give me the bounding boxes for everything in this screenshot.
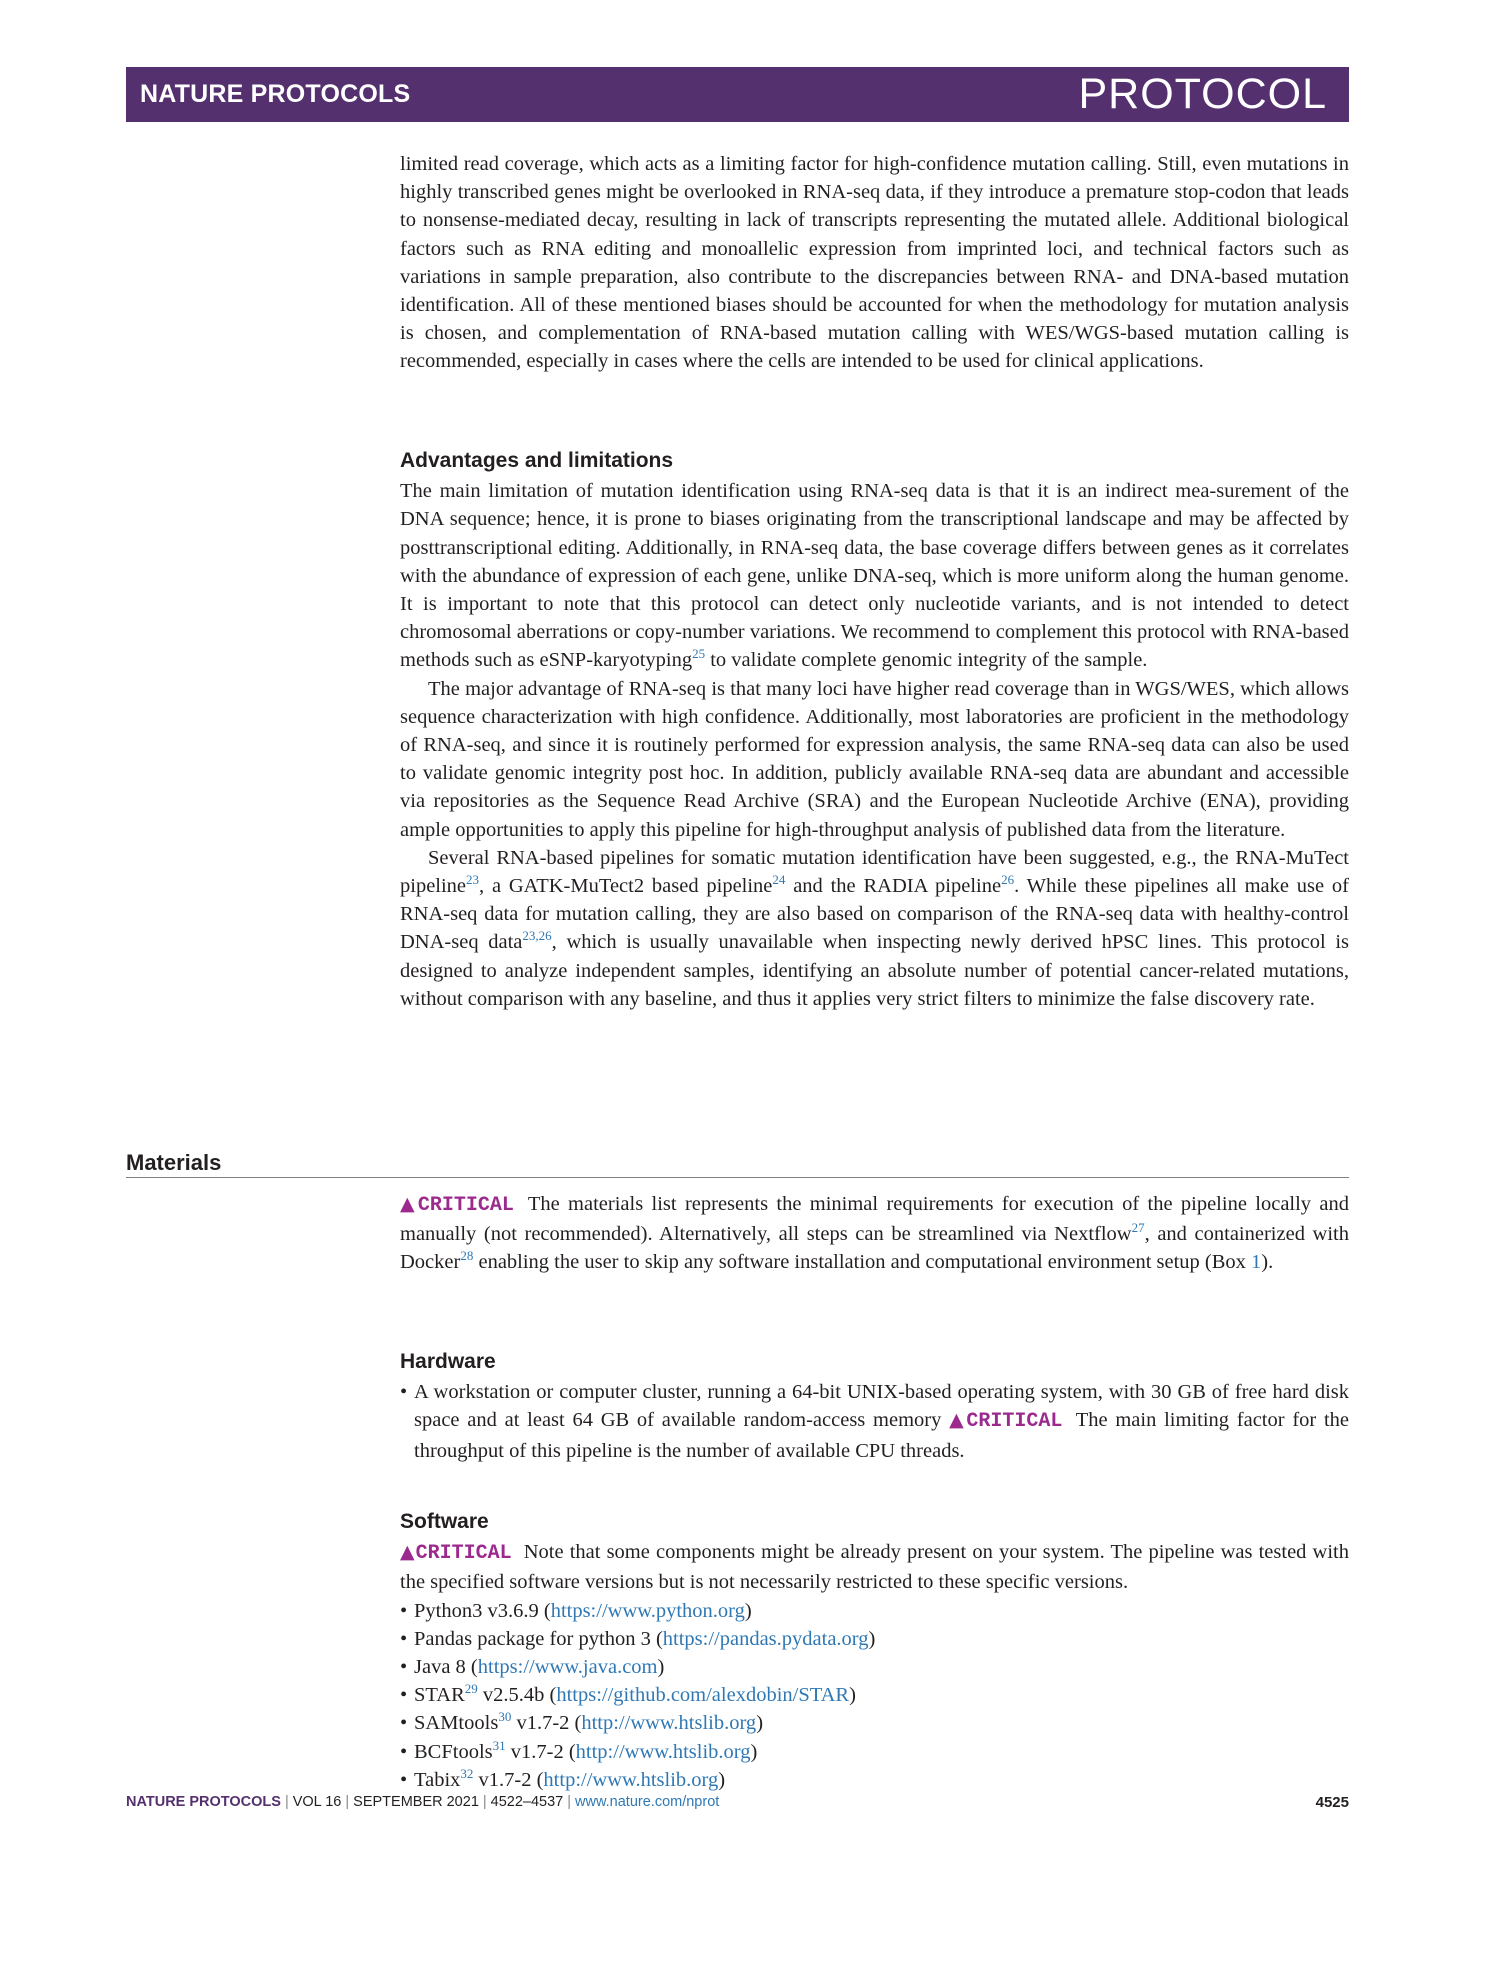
advantages-heading: Advantages and limitations bbox=[400, 449, 674, 472]
url-link[interactable]: http://www.htslib.org bbox=[543, 1768, 719, 1791]
reference-link[interactable]: 30 bbox=[498, 1709, 512, 1725]
advantages-paragraph-3: Several RNA-based pipelines for somatic mutation identification have been suggested, e.g., the RNA-MuTect pipeline$^{23}$, a GATK-MuTect2 based pipeline$^{24}$ and the RADIA pipeline$^{26}$. While these pipelines all make use of RNA-seq data for mutation calling, they are also based on comparison of the RNA-seq data with healthy-control DNA-seq data$^{23,26}$, which is usually unavailable when inspecting newly derived hPSC lines. This protocol is designed to analyze independent samples, identifying an absolute number of potential cancer-related mutations, without comparison with any baseline, and thus it applies very strict filters to minimize the false discovery rate. bbox=[400, 846, 1350, 1010]
materials-critical-note: ▲CRITICAL The materials list represents the minimal requirements for execution of the pipeline locally and manually (not recommended). Alternatively, all steps can be streamlined via Nextflow$^{27}$, and containerized with Docker$^{28}$ enabling the user to skip any software installation and computational environment setup (Box 1). bbox=[400, 1193, 1349, 1274]
reference-link[interactable]: 24 bbox=[772, 872, 786, 888]
url-link[interactable]: https://www.python.org bbox=[550, 1599, 745, 1622]
list-item: • Python3 v3.6.9 (https://www.python.org) bbox=[400, 1599, 752, 1622]
reference-link[interactable]: 31 bbox=[492, 1737, 506, 1753]
list-item: • Pandas package for python 3 (https://pandas.pydata.org) bbox=[400, 1627, 876, 1650]
list-item: • A workstation or computer cluster, running a 64-bit UNIX-based operating system, with 30 GB of free hard disk space and at least 64 GB of available random-access memory ▲CRITICAL The main limiting factor for the throughput of this pipeline is the number of available CPU threads. bbox=[400, 1381, 1350, 1462]
footer-pages: 4522–4537 bbox=[490, 1794, 564, 1810]
advantages-paragraph-1: The main limitation of mutation identification using RNA-seq data is that it is an indirect mea-surement of the DNA sequence; hence, it is prone to biases originating from the transcriptional landscape and may be affected by posttranscriptional editing. Additionally, in RNA-seq data, the base coverage differs between genes as it correlates with the abundance of expression of each gene, unlike DNA-seq, which is more uniform along the human genome. It is important to note that this protocol can detect only nucleotide variants, and is not intended to detect chromosomal aberrations or copy-number variations. We recommend to complement this protocol with RNA-based methods such as eSNP-karyotyping$^{25}$ to validate complete genomic integrity of the sample. bbox=[400, 480, 1349, 672]
page-number: 4525 bbox=[1315, 1794, 1349, 1811]
box-link[interactable]: 1 bbox=[1251, 1251, 1262, 1274]
journal-name: NATURE PROTOCOLS bbox=[140, 80, 411, 108]
list-item: • SAMtools$^{30}$ v1.7-2 (http://www.htslib.org) bbox=[400, 1709, 764, 1735]
critical-triangle-icon: ▲ bbox=[949, 1409, 967, 1432]
url-link[interactable]: https://pandas.pydata.org bbox=[662, 1627, 869, 1650]
intro-section bbox=[400, 150, 1349, 376]
materials-heading: Materials bbox=[126, 1150, 222, 1175]
list-item: • Tabix$^{32}$ v1.7-2 (http://www.htslib.org) bbox=[400, 1765, 726, 1791]
article-type: PROTOCOL bbox=[1078, 70, 1327, 118]
intro-paragraph: limited read coverage, which acts as a limiting factor for high-confidence mutation calling. Still, even mutations in highly transcribed genes might be overlooked in RNA-seq data, if they introduce a premature stop-codon that leads to nonsense-mediated decay, resulting in lack of transcripts representing the mutated allele. Additional biological factors such as RNA editing and monoallelic expression from imprinted loci, and technical factors such as variations in sample preparation, also contribute to the discrepancies between RNA- and DNA-based mutation identification. All of these mentioned biases should be accounted for when the methodology for mutation analysis is chosen, and complementation of RNA-based mutation calling with WES/WGS-based mutation calling is recommended, especially in cases where the cells are intended to be used for clinical applications. bbox=[400, 153, 1349, 373]
list-item: • Java 8 (https://www.java.com) bbox=[400, 1656, 665, 1679]
reference-link[interactable]: 23 bbox=[466, 872, 480, 888]
hardware-section bbox=[400, 1348, 1349, 1465]
advantages-section bbox=[400, 447, 1349, 1013]
critical-label: CRITICAL bbox=[415, 1542, 512, 1566]
url-link[interactable]: http://www.htslib.org bbox=[581, 1712, 757, 1735]
page-footer: NATURE PROTOCOLS | VOL 16 | SEPTEMBER 2021 | 4522–4537 | www.nature.com/nprot 4525 bbox=[126, 1794, 1349, 1811]
advantages-paragraph-2: The major advantage of RNA-seq is that many loci have higher read coverage than in WGS/WES, which allows sequence characterization with high confidence. Additionally, most laboratories are proficient in the methodology of RNA-seq, and since it is routinely performed for expression analysis, the same RNA-seq data can also be used to validate genomic integrity post hoc. In addition, publicly available RNA-seq data are abundant and accessible via repositories as the Sequence Read Archive (SRA) and the European Nucleotide Archive (ENA), providing ample opportunities to apply this pipeline for high-throughput analysis of published data from the literature. bbox=[400, 677, 1349, 841]
url-link[interactable]: http://www.htslib.org bbox=[575, 1740, 751, 1763]
critical-label: CRITICAL bbox=[417, 1194, 514, 1217]
critical-triangle-icon: ▲ bbox=[400, 1193, 418, 1215]
footer-volume: VOL 16 bbox=[292, 1794, 342, 1810]
reference-link[interactable]: 26 bbox=[1001, 872, 1015, 888]
hardware-heading: Hardware bbox=[400, 1350, 496, 1373]
reference-link[interactable]: 32 bbox=[460, 1765, 474, 1781]
journal-banner bbox=[126, 67, 1349, 122]
reference-link[interactable]: 25 bbox=[692, 646, 706, 662]
footer-url-link[interactable]: www.nature.com/nprot bbox=[575, 1794, 720, 1810]
reference-link[interactable]: 23,26 bbox=[522, 928, 552, 944]
reference-link[interactable]: 27 bbox=[1131, 1220, 1145, 1236]
section-divider bbox=[126, 1177, 1349, 1178]
list-item: • BCFtools$^{31}$ v1.7-2 (http://www.htslib.org) bbox=[400, 1737, 758, 1763]
url-link[interactable]: https://github.com/alexdobin/STAR bbox=[556, 1684, 850, 1707]
footer-date: SEPTEMBER 2021 bbox=[353, 1794, 479, 1810]
software-heading: Software bbox=[400, 1510, 489, 1533]
critical-triangle-icon: ▲ bbox=[400, 1541, 416, 1564]
reference-link[interactable]: 28 bbox=[460, 1248, 474, 1264]
reference-link[interactable]: 29 bbox=[464, 1681, 478, 1697]
footer-journal: NATURE PROTOCOLS bbox=[126, 1794, 281, 1810]
software-section: Software ▲CRITICAL Note that some components might be already present on your system. The pipeline was tested with the specified software versions but is not necessarily restricted to these specific versions. • Python3 v3.6.9 (https://www.python.org) • Pandas package for python 3 (https://pandas.pydata.org) • Java 8 (https://www.java.com) • STAR$^{29}$ v2.5.4b (https://github.com/alexdobin/STAR) • SAMtools$^{30}$ v1.7-2 (http://www.htslib.org) • BCFtools$^{31}$ v1.7-2 (http://www.htslib.org) • Tabix$^{32}$ v1.7-2 (http://www.htslib.org) bbox=[400, 1508, 1349, 1794]
url-link[interactable]: https://www.java.com bbox=[477, 1656, 658, 1679]
critical-label: CRITICAL bbox=[966, 1410, 1063, 1434]
list-item: • STAR$^{29}$ v2.5.4b (https://github.com/alexdobin/STAR) bbox=[400, 1681, 856, 1707]
